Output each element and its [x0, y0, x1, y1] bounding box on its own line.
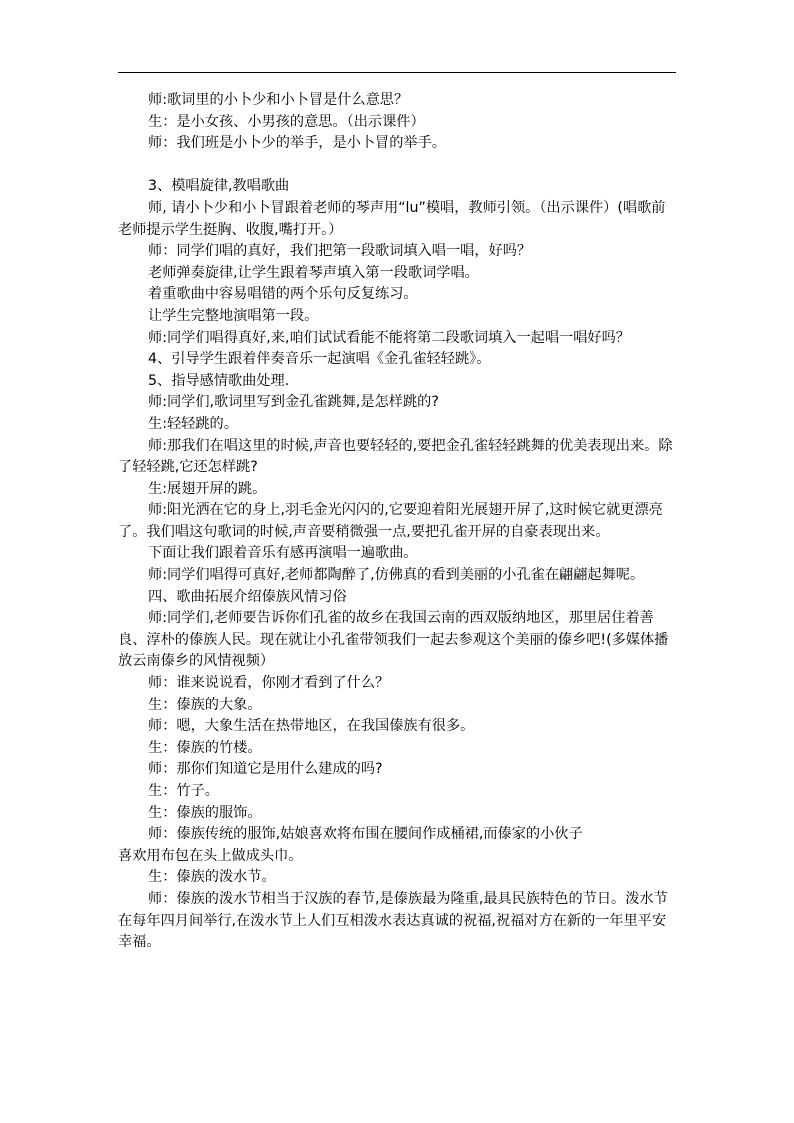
section-heading: 5、指导感情歌曲处理. [148, 372, 290, 389]
dialogue-line-continued: 喜欢用布包在头上做成头巾。 [118, 847, 303, 864]
dialogue-line: 生:展翅开屏的跳。 [148, 480, 267, 497]
dialogue-line: 师:同学们,歌词里写到金孔雀跳舞,是怎样跳的? [148, 394, 439, 411]
dialogue-line: 师:歌词里的小卜少和小卜冒是什么意思？ [148, 92, 409, 108]
dialogue-line: 师, 请小卜少和小卜冒跟着老师的琴声用“lu”模唱，教师引领。（出示课件）(唱歌前老师提示学生挺胸、收腹,嘴打开。） [118, 199, 666, 238]
dialogue-line: 师：嗯，大象生活在热带地区，在我国傣族有很多。 [148, 718, 475, 735]
dialogue-line: 师：谁来说说看，你刚才看到了什么？ [148, 675, 390, 692]
dialogue-line: 生:轻轻跳的。 [148, 415, 238, 432]
dialogue-line: 师：傣族的泼水节相当于汉族的春节,是傣族最为隆重,最具民族特色的节日。泼水节在每年四月间举行,在泼水节上人们互相泼水表达真诚的祝福,祝福对方在新的一年里平安幸福。 [118, 890, 668, 951]
dialogue-line: 师:那我们在唱这里的时候,声音也要轻轻的,要把金孔雀轻轻跳舞的优美表现出来。除了轻轻跳,它还怎样跳? [118, 437, 673, 476]
dialogue-line: 生：傣族的服饰。 [148, 804, 262, 821]
dialogue-line: 师:同学们唱得可真好,老师都陶醉了,仿佛真的看到美丽的小孔雀在翩翩起舞呢。 [148, 567, 645, 584]
instruction-line: 让学生完整地演唱第一段。 [148, 307, 319, 324]
dialogue-line: 师:同学们唱得真好,来,咱们试试看能不能将第二段歌词填入一起唱一唱好吗？ [148, 329, 630, 346]
instruction-line: 老师弹奏旋律,让学生跟着琴声填入第一段歌词学唱。 [148, 264, 479, 281]
dialogue-line: 师:同学们,老师要告诉你们孔雀的故乡在我国云南的西双版纳地区，那里居住着善良、淳朴的傣族人民。现在就让小孔雀带领我们一起去参观这个美丽的傣乡吧!(多媒体播放云南傣乡的风情视频） [118, 610, 669, 670]
dialogue-line: 生：傣族的泼水节。 [148, 869, 276, 886]
dialogue-line: 生：是小女孩、小男孩的意思。（出示课件） [148, 113, 425, 130]
header-rule [118, 72, 676, 73]
dialogue-line: 生：傣族的竹楼。 [148, 739, 262, 756]
document-body [118, 90, 678, 954]
section-heading: 3、模唱旋律,教唱歌曲 [148, 178, 290, 195]
instruction-line: 着重歌曲中容易唱错的两个乐句反复练习。 [148, 286, 418, 303]
dialogue-line: 师:阳光洒在它的身上,羽毛金光闪闪的,它要迎着阳光展翅开屏了,这时候它就更漂亮了。我们唱这句歌词的时候,声音要稍微强一点,要把孔雀开屏的自豪表现出来。 [118, 502, 663, 540]
dialogue-line: 生：傣族的大象。 [148, 696, 262, 713]
section-heading: 4、引导学生跟着伴奏音乐一起演唱《金孔雀轻轻跳》。 [148, 351, 491, 368]
dialogue-line: 师：我们班是小卜少的举手，是小卜冒的举手。 [148, 135, 446, 152]
dialogue-line: 师：傣族传统的服饰,姑娘喜欢将布围在腰间作成桶裙,而傣家的小伙子 [148, 826, 583, 843]
dialogue-line: 师：那你们知道它是用什么建成的吗? [148, 761, 383, 778]
instruction-line: 下面让我们跟着音乐有感再演唱一遍歌曲。 [148, 545, 418, 562]
dialogue-line: 生：竹子。 [148, 783, 219, 799]
dialogue-line: 师：同学们唱的真好，我们把第一段歌词填入唱一唱，好吗？ [148, 243, 532, 260]
section-heading: 四、歌曲拓展介绍傣族风情习俗 [148, 588, 347, 605]
